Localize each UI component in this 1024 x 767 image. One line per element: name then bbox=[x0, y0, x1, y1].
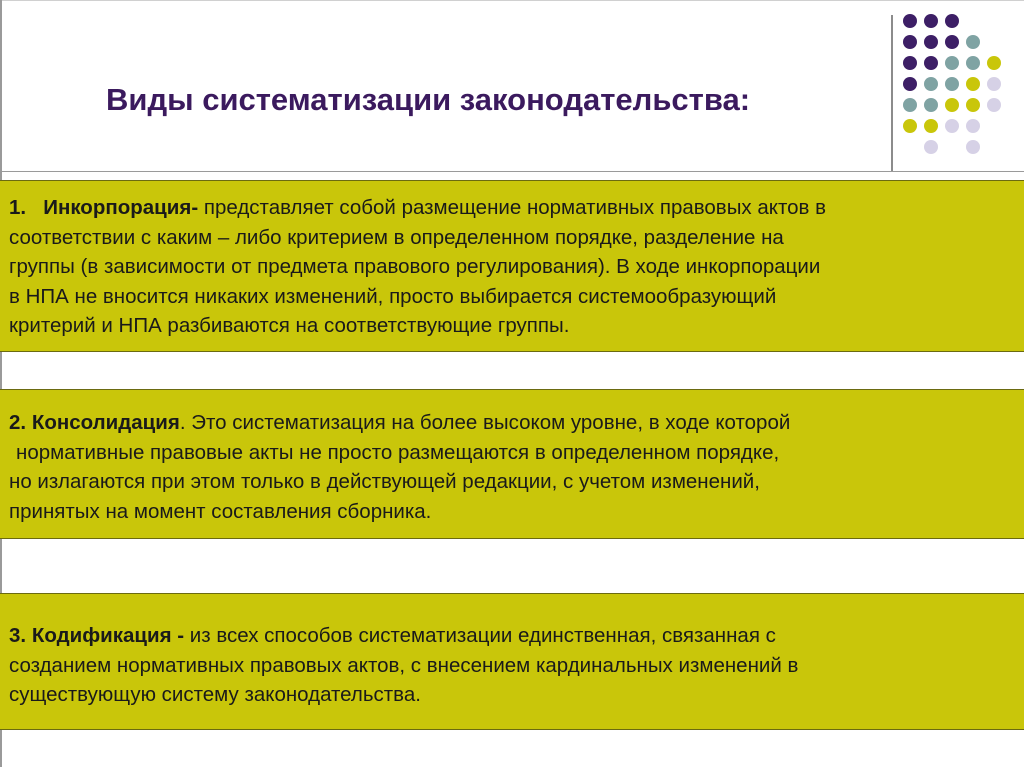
section-text-line: критерий и НПА разбиваются на соответствующие группы. bbox=[9, 314, 570, 337]
page-title: Виды систематизации законодательства: bbox=[106, 82, 751, 117]
decorative-dot bbox=[966, 98, 980, 112]
section-incorporation bbox=[0, 180, 1024, 352]
header-vertical-rule bbox=[891, 15, 893, 172]
section-term: Инкорпорация- bbox=[43, 196, 199, 219]
section-text-line: существующую систему законодательства. bbox=[9, 683, 421, 706]
decorative-dot bbox=[903, 77, 917, 91]
header-divider bbox=[0, 171, 1024, 172]
section-text-line: созданием нормативных правовых актов, с внесением кардинальных изменений в bbox=[9, 653, 799, 677]
section-text-line: принятых на момент составления сборника. bbox=[9, 499, 432, 523]
decorative-dot bbox=[966, 119, 980, 133]
decorative-dot bbox=[924, 119, 938, 133]
decorative-dot bbox=[987, 77, 1001, 91]
decorative-dot bbox=[924, 140, 938, 154]
section-text: из всех способов систематизации единственная, связанная с bbox=[184, 624, 776, 647]
section-codification-line-1 bbox=[9, 621, 1024, 651]
decorative-dot bbox=[945, 35, 959, 49]
section-consolidation bbox=[0, 389, 1024, 539]
decorative-dot bbox=[945, 56, 959, 70]
decorative-dot bbox=[966, 56, 980, 70]
decorative-dot bbox=[945, 77, 959, 91]
section-text-line: нормативные правовые акты не просто размещаются в определенном порядке, bbox=[16, 440, 780, 464]
decorative-dot bbox=[903, 119, 917, 133]
section-text-line: в НПА не вносится никаких изменений, просто выбирается системообразующий bbox=[9, 284, 777, 308]
decorative-dot bbox=[987, 56, 1001, 70]
section-term: Кодификация - bbox=[31, 624, 185, 647]
frame-top-edge bbox=[0, 0, 1024, 1]
decorative-dot bbox=[903, 14, 917, 28]
decorative-dot bbox=[945, 14, 959, 28]
decorative-dot bbox=[903, 56, 917, 70]
section-text: представляет собой размещение нормативных правовых актов в bbox=[198, 196, 827, 219]
section-number: 3. bbox=[9, 624, 27, 647]
section-incorporation-line-1 bbox=[9, 193, 1024, 223]
decorative-dot bbox=[966, 77, 980, 91]
decorative-dot bbox=[924, 14, 938, 28]
section-text-line: но излагаются при этом только в действующей редакции, с учетом изменений, bbox=[9, 470, 760, 493]
decorative-dot bbox=[945, 119, 959, 133]
decorative-dot bbox=[945, 98, 959, 112]
section-number: 2. bbox=[9, 411, 27, 434]
section-text-line: группы (в зависимости от предмета правового регулирования). В ходе инкорпорации bbox=[9, 255, 821, 278]
decorative-dot bbox=[903, 98, 917, 112]
section-term: Консолидация bbox=[31, 411, 180, 434]
decorative-dot bbox=[966, 35, 980, 49]
decorative-dot bbox=[987, 98, 1001, 112]
section-text: . Это систематизация на более высоком уровне, в ходе которой bbox=[179, 411, 791, 434]
decorative-dot bbox=[924, 77, 938, 91]
section-codification bbox=[0, 593, 1024, 730]
section-number: 1. bbox=[9, 196, 27, 219]
decorative-dot bbox=[924, 98, 938, 112]
decorative-dot bbox=[903, 35, 917, 49]
decorative-dot bbox=[924, 35, 938, 49]
section-text-line: соответствии с каким – либо критерием в определенном порядке, разделение на bbox=[9, 225, 784, 249]
section-consolidation-line-1 bbox=[9, 408, 1024, 438]
decorative-dot bbox=[966, 140, 980, 154]
decorative-dot bbox=[924, 56, 938, 70]
